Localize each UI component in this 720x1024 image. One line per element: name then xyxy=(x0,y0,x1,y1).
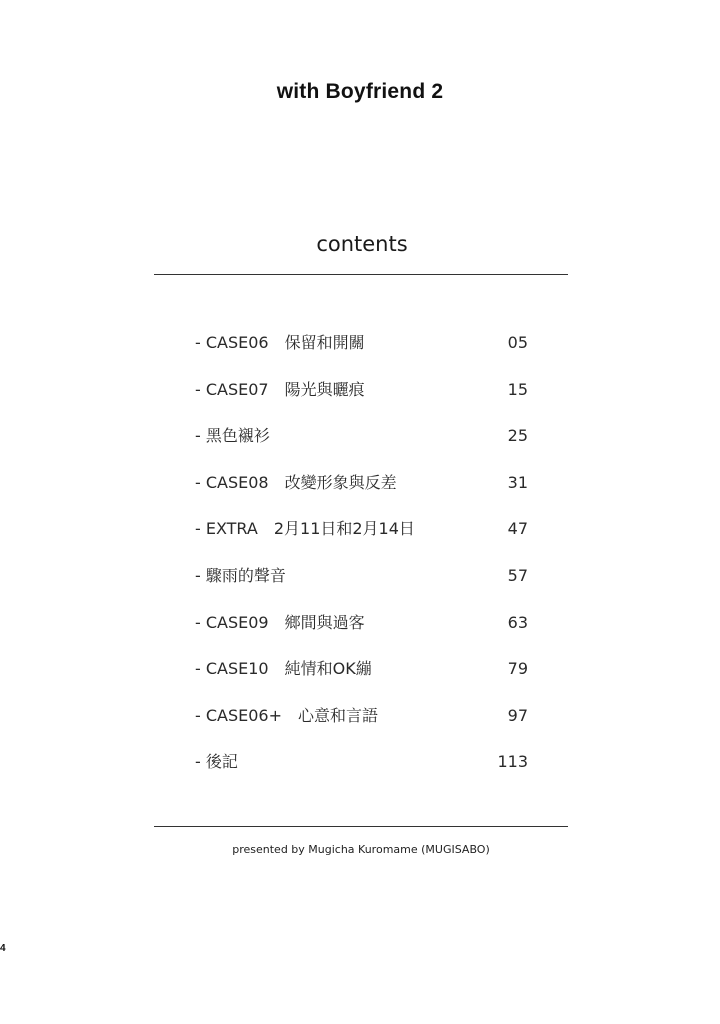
toc-entry-title: - CASE10 純情和OK繃 xyxy=(195,659,372,679)
toc-entry xyxy=(195,699,528,746)
toc-entry-title: - CASE09 鄉間與過客 xyxy=(195,612,365,632)
toc-entry-page: 63 xyxy=(507,612,528,632)
toc-entry-title: - 黑色襯衫 xyxy=(195,426,270,446)
book-title: with Boyfriend 2 xyxy=(276,80,444,103)
toc-entry-page: 15 xyxy=(507,379,528,399)
toc-entry-page: 113 xyxy=(497,752,528,772)
toc-entry-title: - CASE07 陽光與曬痕 xyxy=(195,379,365,399)
contents-heading: contents xyxy=(316,232,408,256)
toc-entry-title: - 後記 xyxy=(195,752,238,772)
toc-entry xyxy=(195,466,528,513)
toc-entry xyxy=(195,652,528,699)
toc-entry xyxy=(195,419,528,466)
toc-entry-page: 25 xyxy=(507,426,528,446)
toc-entry-page: 79 xyxy=(507,659,528,679)
toc-entry-page: 57 xyxy=(507,565,528,585)
bottom-divider xyxy=(154,826,568,827)
toc-entry-title: - CASE06+ 心意和言語 xyxy=(195,705,379,725)
toc-entry-title: - CASE08 改變形象與反差 xyxy=(195,472,397,492)
table-of-contents xyxy=(195,326,528,792)
toc-entry xyxy=(195,373,528,420)
page-number: 4 xyxy=(0,943,6,954)
toc-entry-page: 05 xyxy=(507,333,528,352)
toc-entry xyxy=(195,559,528,606)
toc-entry xyxy=(195,512,528,559)
toc-entry-title: - EXTRA 2月11日和2月14日 xyxy=(195,519,415,539)
toc-entry-page: 31 xyxy=(507,472,528,492)
toc-entry xyxy=(195,326,528,373)
toc-entry-title: - 驟雨的聲音 xyxy=(195,565,286,585)
toc-entry-page: 97 xyxy=(507,705,528,725)
toc-entry-page: 47 xyxy=(507,519,528,539)
toc-entry xyxy=(195,745,528,792)
toc-entry xyxy=(195,606,528,653)
toc-entry-title: - CASE06 保留和開關 xyxy=(195,333,365,352)
top-divider xyxy=(154,274,568,275)
credit-line: presented by Mugicha Kuromame (MUGISABO) xyxy=(232,843,490,856)
